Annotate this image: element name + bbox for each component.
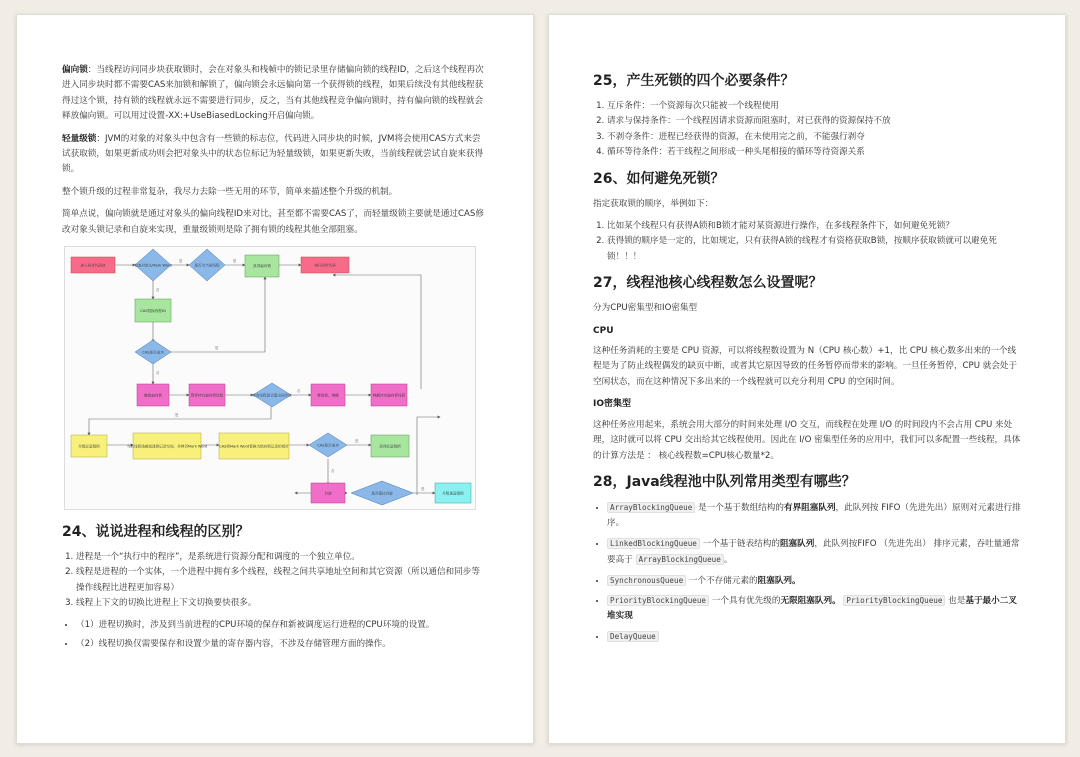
flow-label-no-2: 否	[156, 371, 160, 376]
list-item: 4. 循环等待条件：若干线程之间形成一种头尾相接的循环等待资源关系	[607, 145, 1023, 160]
code-array-blocking-queue: ArrayBlockingQueue	[607, 502, 695, 513]
flow-node-cas-thread-id-label: CAS替换线程ID	[140, 309, 166, 314]
lightweight-lock-text: ：JVM的对象的对象头中包含有一些锁的标志位，代码进入同步块的时候，JVM将会使用CAS方式来尝试获取锁，如果更新成功则会把对象头中的状态位标记为轻量级锁，如果更新失败，当前线程就尝试自旋来获得锁。	[62, 133, 484, 175]
flow-node-wake-holder-label: 唤醒持有偏向锁线程	[372, 393, 406, 398]
flow-label-no-3: 否	[297, 389, 301, 394]
list-item	[607, 573, 1023, 589]
heading-26: 26、如何避免死锁？	[593, 170, 725, 187]
biased-lock-text: ：当线程访问同步块获取锁时，会在对象头和栈帧中的锁记录里存储偏向锁的线程ID，之后这个线程再次进入同步块时都不需要CAS来加锁和解锁了，偏向锁会永远偏向第一个获得锁的线程，如果后续没有其他线程获得过这个锁，持有锁的线程就永远不需要进行同步，反之，当有其他线程竞争偏向锁时，持有偏向锁的线程就会释放偏向锁。可以用过设置-XX:+UseBiasedLocking开启偏向锁。	[62, 65, 484, 122]
list-28	[593, 500, 1023, 645]
lock-upgrade-flowchart	[64, 246, 476, 510]
list-item: • （2）线程切换仅需要保存和设置少量的寄存器内容，不涉及存储管理方面的操作。	[76, 637, 486, 652]
flow-node-pause-thread-label: 暂停持有偏向锁线程	[190, 393, 224, 398]
left-page	[16, 14, 534, 744]
flow-label-yes-6: 是	[421, 487, 425, 492]
text: 一个具有优先级的	[709, 595, 781, 606]
lightweight-lock-paragraph	[62, 132, 486, 178]
list-item: 1. 进程是一个“执行中的程序”，是系统进行资源分配和调度的一个独立单位。	[76, 550, 486, 565]
list-25	[593, 99, 1023, 161]
heading-25: 25，产生死锁的四个必要条件？	[593, 73, 795, 89]
text: ，此队列按 FIFO（先进先出）原则对元素进行排序。	[607, 502, 1021, 529]
flow-label-yes-4: 是	[175, 413, 179, 418]
flow-node-get-biased-label: 获得偏向锁	[253, 264, 271, 269]
list-item: 1. 互斥条件：一个资源每次只能被一个线程使用	[607, 99, 1023, 114]
code-priority-blocking-queue: PriorityBlockingQueue	[843, 595, 945, 606]
flow-decision-mark-word-label: 检查对象头Mark Word	[134, 263, 172, 268]
cpu-paragraph: 这种任务消耗的主要是 CPU 资源，可以将线程数设置为 N（CPU 核心数）+1，比 CPU 核心数多出来的一个线程是为了防止线程偶发的缺页中断，或者其它原因导致的任务暂停而带来的影响。一旦任务暂停，CPU 就会处于空闲状态，而在这种情况下多出来的一个线程就可以充分利用 CPU 的空闲时间。	[593, 346, 1018, 387]
flow-node-spin-label: 自旋	[324, 491, 332, 496]
flow-decision-spin-exceeded-label: 是否超过自旋	[371, 491, 393, 496]
flow-node-release-wake-label: 释放锁，唤醒	[317, 393, 339, 398]
flow-label-no-4: 否	[331, 469, 335, 474]
flow-label-yes-3: 是	[215, 346, 219, 351]
flow-node-exec-sync-label: 执行同步代码	[314, 263, 336, 268]
flow-label-no-1: 否	[156, 288, 160, 293]
flow-node-enter-sync-label: 进入同步代码块	[80, 263, 106, 268]
text: 。	[723, 555, 733, 566]
right-page	[548, 14, 1066, 744]
code-delay-queue: DelayQueue	[607, 631, 659, 642]
left-page-content	[62, 63, 486, 659]
list-item	[607, 593, 1023, 625]
flow-node-upgrade-light-label: 升级轻量级锁	[78, 444, 100, 449]
list-24-ordered	[62, 550, 486, 612]
flow-label-yes-2: 是	[233, 259, 237, 264]
list-item	[607, 629, 1023, 645]
list-item	[607, 500, 1023, 532]
flow-node-get-light-label: 获得轻量级锁	[379, 444, 401, 449]
lightweight-lock-title: 轻量级锁	[62, 133, 97, 144]
upgrade-simple: 简单点说，偏向锁就是通过对象头的偏向线程ID来对比，甚至都不需要CAS了，而轻量级锁主要就是通过CAS修改对象头锁记录和自旋来实现，重量级锁则是除了拥有锁的线程其他全部阻塞。	[62, 209, 484, 235]
text: 一个不存储元素的	[686, 575, 758, 586]
list-24-bullets	[62, 618, 486, 653]
flow-decision-thread-exit-label: 持有线程是否退出同步块	[252, 393, 292, 398]
flow-decision-current-thread-label: 是否为当前线程	[194, 263, 220, 268]
bold-text: 有界阻塞队列	[783, 502, 836, 513]
list-item: 2. 请求与保持条件：一个线程因请求资源而阻塞时，对已获得的资源保持不放	[607, 114, 1023, 129]
flow-decision-cas-success-2-label: CAS是否成功	[317, 443, 339, 448]
text: 也是	[945, 595, 966, 606]
flow-label-yes-5: 是	[355, 439, 359, 444]
text: 是一个基于数组结构的	[695, 502, 784, 513]
list-item: 1. 比如某个线程只有获得A锁和B锁才能对某资源进行操作，在多线程条件下，如何避免死锁？	[607, 219, 1023, 234]
heading-28: 28，Java线程池中队列常用类型有哪些？	[593, 473, 856, 490]
list-item	[607, 536, 1023, 569]
flow-node-revoke-biased-label: 撤销偏向锁	[144, 393, 162, 398]
io-paragraph: 这种任务应用起来，系统会用大部分的时间来处理 I/O 交互，而线程在处理 I/O 的时间段内不会占用 CPU 来处理，这时就可以将 CPU 交出给其它线程使用。因此在 I/O 密集型任务的应用中，我们可以多配置一些线程，具体的计算方法是 ： 核心线程数=CPU核心数量*2。	[593, 419, 1021, 461]
paragraph-27: 分为CPU密集型和IO密集型	[593, 303, 698, 314]
flow-decision-cas-success-1-label: CAS是否成功	[142, 350, 164, 355]
io-subheading: IO密集型	[593, 399, 631, 410]
heading-24: 24、说说进程和线程的区别？	[62, 524, 250, 541]
list-26	[593, 219, 1023, 265]
flow-label-yes-1: 是	[179, 259, 183, 264]
code-array-blocking-queue: ArrayBlockingQueue	[636, 554, 724, 565]
code-linked-blocking-queue: LinkedBlockingQueue	[607, 538, 700, 549]
list-item: • （1）进程切换时，涉及到当前进程的CPU环境的保存和新被调度运行进程的CPU环境的设置。	[76, 618, 486, 633]
list-item: 3. 不剥夺条件：进程已经获得的资源，在未使用完之前，不能强行剥夺	[607, 130, 1023, 145]
biased-lock-title: 偏向锁	[62, 65, 88, 75]
right-page-content	[593, 63, 1023, 651]
text: ，此队列按FIFO （先进先出） 排序元素，吞吐量通常要高于	[607, 538, 1020, 566]
bold-text: 阻塞队列。	[757, 575, 801, 586]
list-item: 3. 线程上下文的切换比进程上下文切换要快很多。	[76, 596, 486, 611]
bold-text: 无限阻塞队列。	[780, 595, 841, 606]
bold-text: 基于最小二叉堆实现	[607, 595, 1017, 622]
heading-27: 27，线程池核心线程数怎么设置呢？	[593, 275, 823, 292]
code-priority-blocking-queue: PriorityBlockingQueue	[607, 595, 709, 606]
flow-node-create-lock-record-label: 当前线程栈帧创建锁记录空间，并拷贝Mark Word	[126, 444, 208, 449]
list-item: 2. 线程是进程的一个实体，一个进程中拥有多个线程，线程之间共享地址空间和其它资源（所以通信和同步等操作线程比进程更加容易）	[76, 565, 486, 596]
text: 一个基于链表结构的	[699, 538, 780, 549]
paragraph-26: 指定获取锁的顺序，举例如下：	[593, 198, 714, 209]
flow-node-cas-replace-pointer-label: CAS将Mark Word替换为指向锁记录的指针	[219, 444, 289, 449]
bold-text: 阻塞队列	[779, 538, 815, 549]
code-synchronous-queue: SynchronousQueue	[607, 575, 686, 586]
upgrade-summary: 整个锁升级的过程非常复杂，我尽力去除一些无用的环节，简单来描述整个升级的机制。	[62, 186, 398, 197]
list-item: 2. 获得锁的顺序是一定的，比如规定，只有获得A锁的线程才有资格获取B锁，按顺序获取锁就可以避免死锁！！！	[607, 234, 1023, 265]
biased-lock-paragraph	[62, 63, 486, 125]
cpu-subheading: CPU	[593, 325, 614, 336]
flow-node-upgrade-heavy-label: 升级重量级锁	[442, 491, 464, 496]
